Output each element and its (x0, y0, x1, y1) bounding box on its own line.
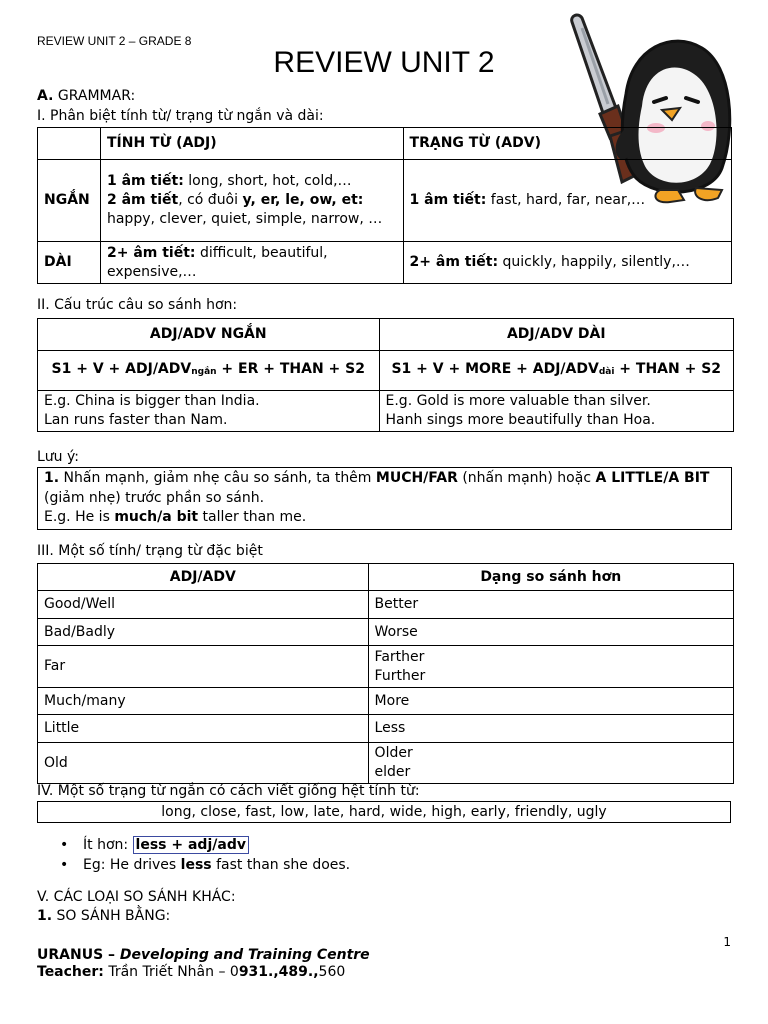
irregular-base: Much/many (38, 688, 369, 715)
irregular-form: More (368, 688, 733, 715)
comparative-structure-table (37, 318, 734, 432)
irregular-form-alt: elder (374, 764, 411, 780)
note-number: 1. (44, 470, 60, 486)
note-box (37, 467, 732, 530)
part3-heading: III. Một số tính/ trạng từ đặc biệt (37, 543, 263, 559)
long-adv-cell (403, 242, 731, 284)
part5-subheading (37, 907, 170, 926)
example-short-2: Lan runs faster than Nam. (44, 412, 228, 428)
short-adj-2-rest: happy, clever, quiet, simple, narrow, … (106, 211, 383, 227)
irregular-base: Old (38, 743, 369, 784)
short-adj-2-mid: , có đuôi (178, 192, 243, 208)
bullet-2-bold: less (180, 857, 212, 873)
formula-short (38, 351, 380, 391)
examples-short (38, 391, 380, 432)
doc-header: REVIEW UNIT 2 – GRADE 8 (37, 34, 192, 48)
irregular-form: Better (368, 591, 733, 619)
irregular-col1-header: ADJ/ADV (38, 564, 369, 591)
note-example-a: E.g. He is (44, 509, 115, 525)
section-a-name: GRAMMAR: (57, 88, 136, 104)
col-adj-header: TÍNH TỪ (ADJ) (100, 128, 403, 160)
note-example-c: taller than me. (198, 509, 307, 525)
short-adj-1-bold: 1 âm tiết: (106, 173, 184, 189)
short-adv-rest: fast, hard, far, near,… (486, 192, 646, 208)
formula-short-sub: ngắn (191, 366, 217, 377)
note-example-b: much/a bit (114, 509, 199, 525)
example-long-1: E.g. Gold is more valuable than silver. (385, 393, 651, 409)
bullet-dot: • (60, 837, 69, 853)
irregular-form: Older (374, 745, 413, 761)
short-adj-2-bold: 2 âm tiết (106, 192, 179, 208)
irregular-form-multi (368, 646, 733, 688)
part1-heading: I. Phân biệt tính từ/ trạng từ ngắn và dài: (37, 108, 324, 124)
bullet-1-text: Ít hơn: (83, 837, 133, 853)
long-adj-rest: difficult, beautiful, expensive,… (106, 244, 328, 280)
formula-long-b: + THAN + S2 (614, 360, 722, 377)
long-adv-rest: quickly, happily, silently,… (498, 254, 690, 270)
bullet-2 (0, 856, 768, 876)
bullet-2-text-c: fast than she does. (211, 857, 351, 873)
note-bold-2: A LITTLE/A BIT (595, 470, 710, 486)
part5-sub-name: SO SÁNH BẰNG: (52, 908, 171, 924)
row-long-label: DÀI (38, 242, 101, 284)
page-title: REVIEW UNIT 2 (273, 46, 495, 79)
col-long-header: ADJ/ADV DÀI (379, 319, 733, 351)
footer-brand: URANUS – (37, 947, 120, 963)
irregular-form-alt: Further (374, 667, 426, 684)
irregular-base: Far (38, 646, 369, 688)
footer-phone-bold: 931.,489., (238, 964, 319, 980)
row-short-label: NGẮN (38, 160, 101, 242)
formula-short-a: S1 + V + ADJ/ADV (51, 360, 192, 377)
table1-corner (38, 128, 101, 160)
formula-short-b: + ER + THAN + S2 (216, 360, 365, 377)
long-adj-cell (100, 242, 403, 284)
irregular-form: Worse (368, 619, 733, 646)
col-adv-header: TRẠNG TỪ (ADV) (403, 128, 731, 160)
section-a-heading (37, 87, 135, 106)
formula-long-sub: dài (598, 366, 615, 377)
note-text-3: (giảm nhẹ) trước phần so sánh. (44, 489, 265, 506)
formula-long-a: S1 + V + MORE + ADJ/ADV (391, 360, 599, 377)
irregular-base: Little (38, 715, 369, 743)
examples-long (379, 391, 733, 432)
part4-heading: IV. Một số trạng từ ngắn có cách viết giống hệt tính từ: (37, 783, 420, 799)
part2-heading: II. Cấu trúc câu so sánh hơn: (37, 297, 238, 313)
irregular-form: Farther (374, 648, 425, 665)
irregular-form: Less (368, 715, 733, 743)
note-text-1: Nhấn mạnh, giảm nhẹ câu so sánh, ta thêm (59, 470, 376, 486)
part5-heading: V. CÁC LOẠI SO SÁNH KHÁC: (37, 889, 236, 905)
note-bold-1: MUCH/FAR (375, 470, 458, 486)
bullet-1 (0, 836, 768, 856)
bullet-1-highlight: less + adj/adv (133, 836, 249, 854)
note-text-2: (nhấn mạnh) hoặc (457, 470, 596, 486)
example-long-2: Hanh sings more beautifully than Hoa. (385, 412, 656, 428)
section-a-letter: A. (37, 88, 54, 104)
irregular-col2-header: Dạng so sánh hơn (368, 564, 733, 591)
formula-long (379, 351, 733, 391)
short-adj-1-rest: long, short, hot, cold,… (183, 173, 352, 189)
irregular-base: Good/Well (38, 591, 369, 619)
adverb-list-box: long, close, fast, low, late, hard, wide, high, early, friendly, ugly (37, 801, 731, 823)
footer-brand-line (37, 947, 370, 964)
long-adv-bold: 2+ âm tiết: (409, 254, 499, 270)
example-short-1: E.g. China is bigger than India. (44, 393, 260, 409)
short-adv-bold: 1 âm tiết: (409, 192, 487, 208)
col-short-header: ADJ/ADV NGẮN (38, 319, 380, 351)
footer-centre: Developing and Training Centre (119, 947, 370, 963)
bullet-2-text-a: Eg: He drives (83, 857, 181, 873)
footer-teacher-label: Teacher: (37, 964, 104, 980)
irregular-form-multi (368, 743, 733, 784)
footer-teacher-name: Trần Triết Nhân – 0 (103, 964, 239, 980)
short-adv-cell (403, 160, 731, 242)
footer-teacher-line (37, 964, 345, 981)
page-number: 1 (723, 935, 731, 949)
bullet-dot: • (60, 857, 69, 873)
footer-phone-end: 560 (318, 964, 346, 980)
note-label: Lưu ý: (37, 449, 79, 465)
part5-sub-number: 1. (37, 908, 53, 924)
short-adj-cell (100, 160, 403, 242)
irregular-table (37, 563, 734, 784)
irregular-base: Bad/Badly (38, 619, 369, 646)
short-adj-2-tail: y, er, le, ow, et: (242, 192, 364, 208)
long-adj-bold: 2+ âm tiết: (106, 244, 196, 261)
adj-adv-table (37, 127, 732, 284)
